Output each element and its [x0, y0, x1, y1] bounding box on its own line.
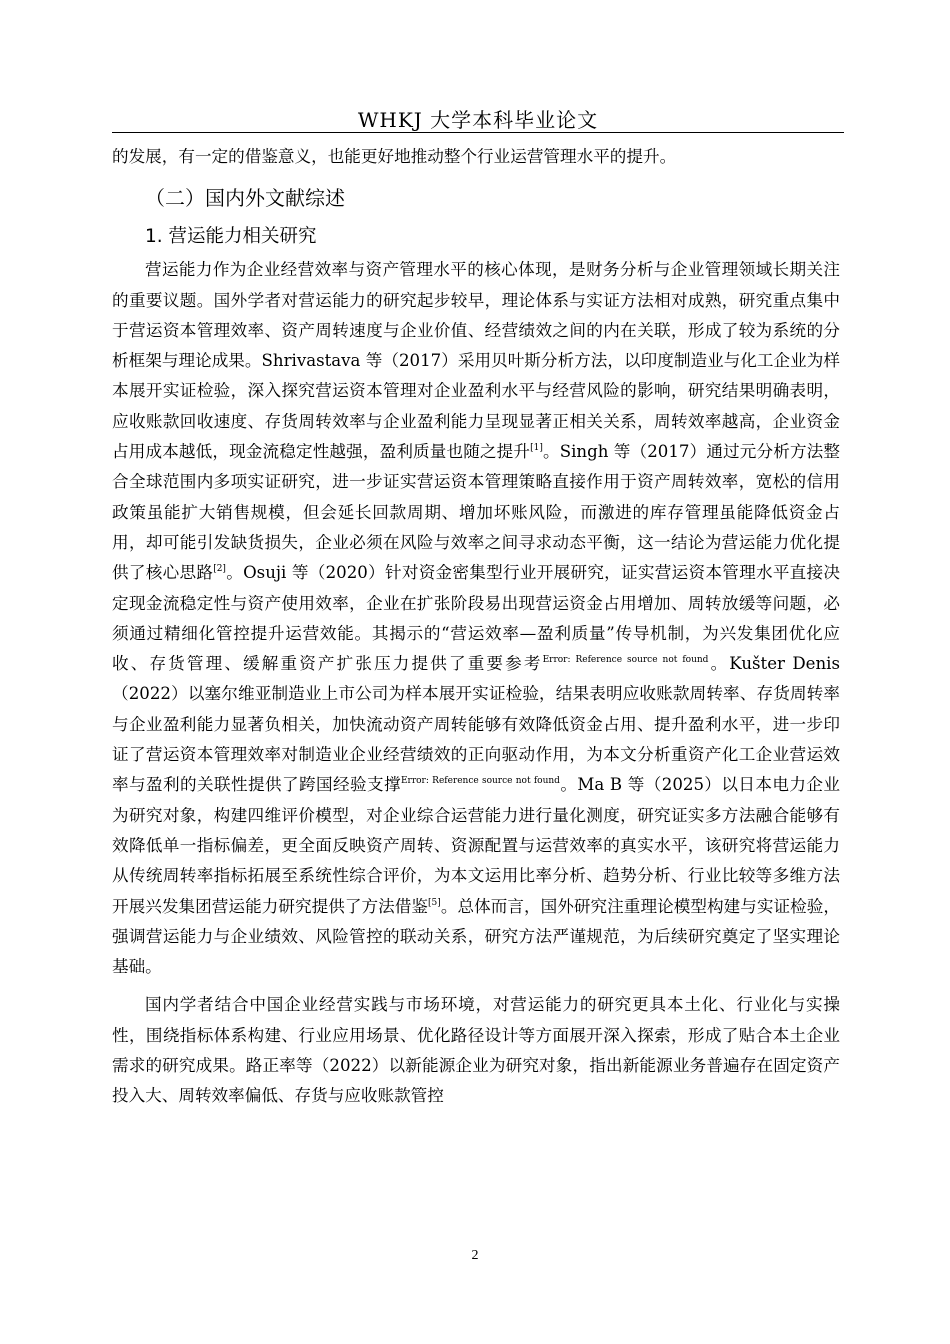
reference-error-1: Error: Reference source not found — [542, 655, 709, 666]
paragraph-domestic-research: 国内学者结合中国企业经营实践与市场环境，对营运能力的研究更具本土化、行业化与实操性，围绕指标体系构建、行业应用场景、优化路径设计等方面展开深入探索，形成了贴合本土企业需求的研究成果。路正率等（2022）以新能源企业为研究对象，指出新能源业务普遍存在固定资产投入大、周转效率偏低、存货与应收账款管控 — [112, 995, 840, 1106]
reference-error-2: Error: Reference source not found — [400, 776, 560, 787]
p1-part-c: 。Osuji 等（2020）针对资金密集型行业开展研究，证实营运资本管理水平直接决定现金流稳定性与资产使用效率，企业在扩张阶段易出现营运资金占用增加、周转放缓等问题，必须通过精细化管控提升运营效能。其揭示的“营运效率—盈利质量”传导机制，为兴发集团优化应收、存货管理、缓解重资产扩张压力提供了重要参考 — [112, 563, 841, 674]
p1-part-a: 营运能力作为企业经营效率与资产管理水平的核心体现，是财务分析与企业管理领域长期关注的重要议题。国外学者对营运能力的研究起步较早，理论体系与实证方法相对成熟，研究重点集中于营运资本管理效率、资产周转速度与企业价值、经营绩效之间的内在关联，形成了较为系统的分析框架与理论成果。Shrivastava 等（2017）采用贝叶斯分析方法，以印度制造业与化工企业为样本展开实证检验，深入探究营运资本管理对企业盈利水平与经营风险的影响，研究结果明确表明，应收账款回收速度、存货周转效率与企业盈利能力呈现显著正相关关系，周转效率越高，企业资金占用成本越低，现金流稳定性越强，盈利质量也随之提升 — [112, 260, 840, 462]
subsection-heading: 1. 营运能力相关研究 — [145, 226, 317, 248]
continuation-text: 的发展，有一定的借鉴意义，也能更好地推动整个行业运营管理水平的提升。 — [112, 147, 677, 166]
p1-part-e: 。Ma B 等（2025）以日本电力企业为研究对象，构建四维评价模型，对企业综合运营能力进行量化测度，研究证实多方法融合能够有效降低单一指标偏差，更全面反映资产周转、资源配置与运营效率的真实水平，该研究将营运能力从传统周转率指标拓展至系统性综合评价，为本文运用比率分析、趋势分析、行业比较等多维方法开展兴发集团营运能力研究提供了方法借鉴 — [112, 775, 841, 916]
paragraph-foreign-research — [112, 255, 840, 982]
page-number: 2 — [471, 1248, 479, 1263]
document-body — [112, 142, 840, 1112]
p1-part-f: 。总体而言，国外研究注重理论模型构建与实证检验，强调营运能力与企业绩效、风险管控的联动关系，研究方法严谨规范，为后续研究奠定了坚实理论基础。 — [112, 896, 841, 977]
citation-1: [1] — [530, 443, 543, 454]
citation-5: [5] — [428, 897, 441, 908]
header-rule — [112, 132, 844, 133]
p1-part-b: 。Singh 等（2017）通过元分析方法整合全球范围内多项实证研究，进一步证实营运资本管理策略直接作用于资产周转效率，宽松的信用政策虽能扩大销售规模，但会延长回款周期、增加坏账风险，而激进的库存管理虽能降低资金占用，却可能引发缺货损失，企业必须在风险与效率之间寻求动态平衡，这一结论为营运能力优化提供了核心思路 — [112, 442, 840, 583]
citation-2: [2] — [213, 564, 226, 575]
page-header-title: WHKJ 大学本科毕业论文 — [357, 108, 599, 132]
p1-part-d: 。Kušter Denis（2022）以塞尔维亚制造业上市公司为样本展开实证检验，结果表明应收账款周转率、存货周转率与企业盈利能力显著负相关，加快流动资产周转能够有效降低资金占用、提升盈利水平，进一步印证了营运资本管理效率对制造业企业经营绩效的正向驱动作用，为本文分析重资产化工企业营运效率与盈利的关联性提供了跨国经验支撑 — [112, 654, 840, 795]
section-heading: （二）国内外文献综述 — [145, 186, 345, 211]
